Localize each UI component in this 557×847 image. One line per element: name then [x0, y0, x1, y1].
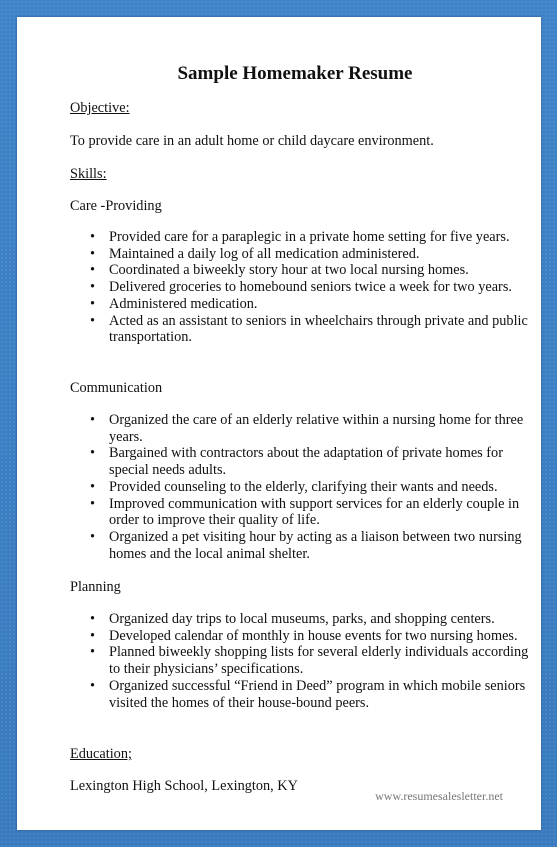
list-item — [70, 262, 529, 279]
list-item — [70, 445, 529, 478]
bullet-icon: • — [90, 627, 96, 644]
list-item — [70, 313, 529, 346]
list-item — [70, 628, 529, 645]
bullet-icon: • — [90, 677, 96, 694]
objective-text: To provide care in an adult home or child daycare environment. — [70, 133, 434, 149]
bullet-icon: • — [90, 644, 96, 661]
list-item-text: Organized a pet visiting hour by acting as a liaison between two nursing homes and the local animal shelter. — [109, 528, 522, 562]
planning-heading: Planning — [70, 579, 121, 595]
bullet-icon: • — [90, 611, 96, 627]
bullet-icon: • — [90, 495, 96, 512]
list-item-text: Provided care for a paraplegic in a private home setting for five years. — [109, 229, 510, 245]
bullet-icon: • — [90, 295, 96, 312]
objective-heading: Objective: — [70, 100, 130, 116]
list-item-text: Organized the care of an elderly relative within a nursing home for three years. — [109, 412, 524, 445]
list-item-text: Acted as an assistant to seniors in wheelchairs through private and public transportation. — [109, 312, 528, 346]
list-item — [70, 496, 529, 529]
resume-title: Sample Homemaker Resume — [177, 63, 413, 84]
list-item — [70, 296, 529, 313]
list-item-text: Developed calendar of monthly in house events for two nursing homes. — [109, 627, 518, 644]
bullet-icon: • — [90, 478, 96, 495]
list-item — [70, 229, 529, 246]
list-item-text: Organized day trips to local museums, parks, and shopping centers. — [109, 611, 495, 627]
education-text: Lexington High School, Lexington, KY — [70, 778, 298, 794]
bullet-icon: • — [90, 229, 96, 245]
bullet-icon: • — [90, 245, 96, 262]
bullet-icon: • — [90, 312, 96, 329]
bullet-icon: • — [90, 279, 96, 296]
skills-heading: Skills: — [70, 166, 107, 182]
list-item-text: Coordinated a biweekly story hour at two local nursing homes. — [109, 262, 469, 279]
care-providing-list — [70, 229, 529, 346]
list-item-text: Improved communication with support services for an elderly couple in order to improve their quality of life. — [109, 495, 520, 529]
list-item — [70, 479, 529, 496]
bullet-icon: • — [90, 412, 96, 428]
list-item-text: Planned biweekly shopping lists for several elderly individuals according to their physicians’ specifications. — [109, 644, 529, 678]
care-providing-heading: Care -Providing — [70, 198, 162, 214]
list-item — [70, 644, 529, 677]
bullet-icon: • — [90, 445, 96, 462]
bullet-icon: • — [90, 262, 96, 279]
list-item-text: Delivered groceries to homebound seniors twice a week for two years. — [109, 279, 512, 296]
website-watermark: www.resumesalesletter.net — [375, 789, 503, 803]
list-item-text: Administered medication. — [109, 295, 258, 312]
list-item — [70, 529, 529, 562]
list-item — [70, 246, 529, 263]
communication-list — [70, 412, 529, 562]
list-item-text: Provided counseling to the elderly, clarifying their wants and needs. — [109, 478, 498, 495]
list-item — [70, 279, 529, 296]
education-heading: Education; — [70, 746, 132, 762]
list-item — [70, 678, 529, 711]
communication-heading: Communication — [70, 380, 163, 396]
list-item-text: Maintained a daily log of all medication administered. — [109, 245, 420, 262]
bullet-icon: • — [90, 528, 96, 545]
list-item-text: Bargained with contractors about the adaptation of private homes for special needs adults. — [109, 445, 503, 479]
resume-page — [17, 17, 541, 830]
planning-list — [70, 611, 529, 711]
list-item — [70, 611, 529, 628]
list-item-text: Organized successful “Friend in Deed” program in which mobile seniors visited the homes of their house-bound peers. — [109, 677, 526, 711]
list-item — [70, 412, 529, 445]
